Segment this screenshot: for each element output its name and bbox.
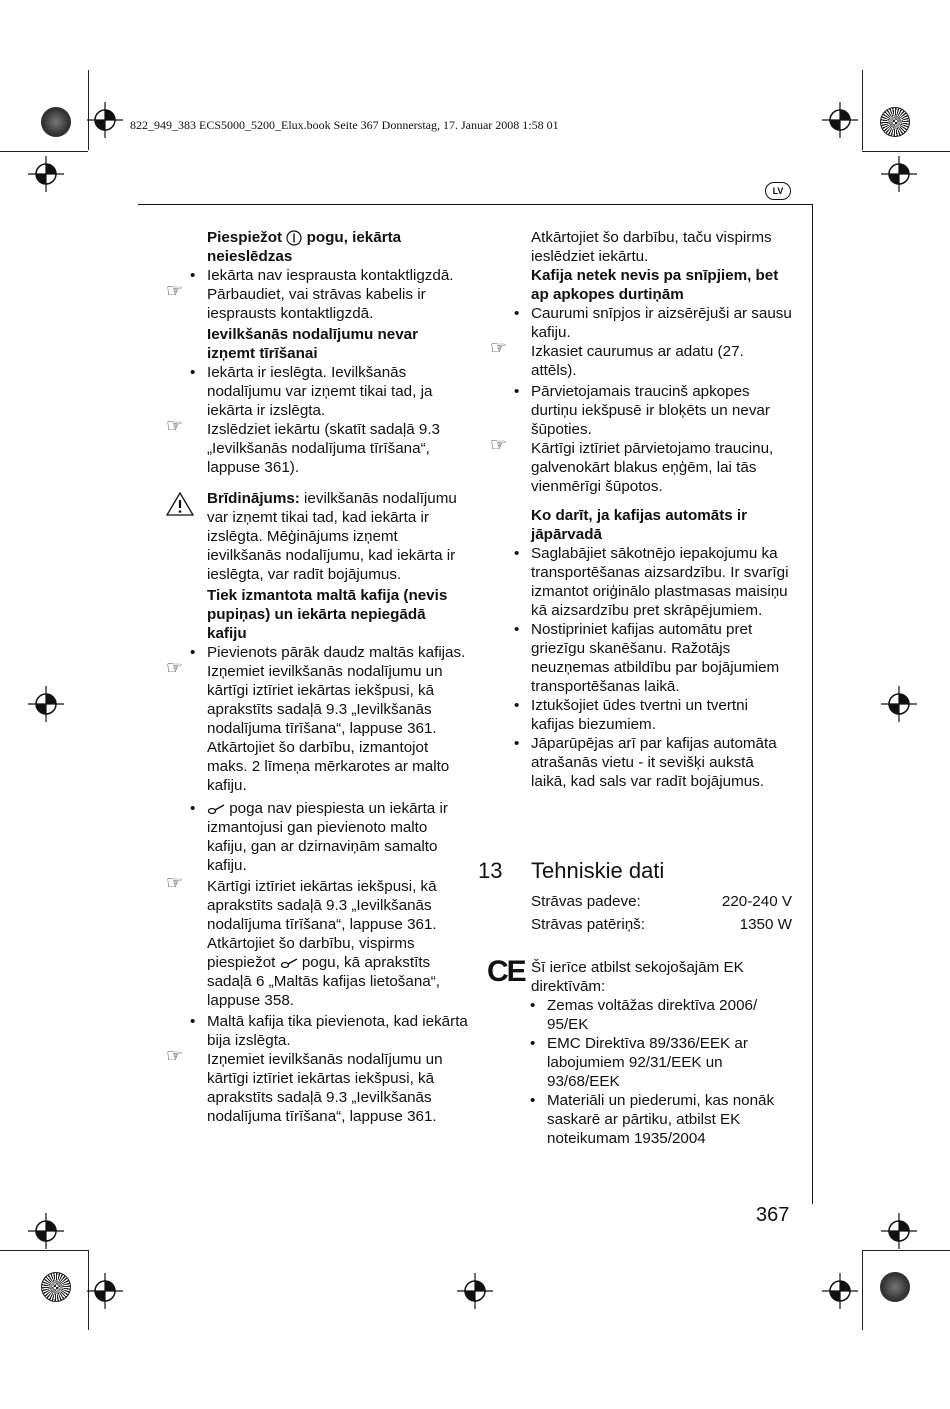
list-item: • Jāparūpējas arī par kafijas automāta atrašanās vietu - it sevišķi aukstā laikā, kad sals var radīt bojājumus. [531, 734, 793, 791]
crop-line [862, 70, 863, 150]
crop-line [862, 1250, 950, 1251]
color-disc-icon [880, 1272, 910, 1302]
registration-mark-icon [821, 1272, 859, 1310]
cause-item: • Iekārta ir ieslēgta. Ievilkšanās nodalījumu var izņemt tikai tad, ja iekārta ir izslēgta. [207, 363, 469, 420]
remedy-item: ☞ Pārbaudiet, vai strāvas kabelis ir iesprausts kontaktligzdā. [166, 281, 426, 322]
remedy-item: ☞ Izslēdziet iekārtu (skatīt sadaļā 9.3 „Ievilkšanās nodalījuma tīrīšana“, lappuse 361). [166, 416, 440, 476]
heading-drawer: Ievilkšanās nodalījumu nevar izņemt tīrīšanai [207, 326, 419, 362]
cause-item: • poga nav piespiesta un iekārta ir izmantojusi gan pievienoto malto kafiju, gan ar dzirnaviņām samalto kafiju. [207, 799, 469, 875]
file-info-line: 822_949_383 ECS5000_5200_Elux.book Seite 367 Donnerstag, 17. Januar 2008 1:58 01 [130, 118, 559, 132]
pointing-hand-icon: ☞ [490, 338, 508, 359]
registration-mark-icon [456, 1272, 494, 1310]
list-item: • Saglabājiet sākotnējo iepakojumu ka transportēšanas aizsardzību. Ir svarīgi izmantot oriģinālo plastmasas maisiņu kā aizsardzību pret skrāpējumiem. [531, 544, 793, 620]
crop-line [862, 151, 950, 152]
remedy-item: ☞ Kārtīgi iztīriet pārvietojamo traucinu, galvenokārt blakus eņģēm, lai tās vienmērīgi šūpotos. [490, 435, 774, 495]
cause-item: • Iekārta nav iesprausta kontaktligzdā. [207, 266, 469, 285]
star-target-icon [41, 1272, 71, 1302]
registration-mark-icon [880, 155, 918, 193]
directive-item: • EMC Direktīva 89/336/EEK ar labojumiem 92/31/EEK un 93/68/EEK [547, 1034, 793, 1091]
cause-item: • Caurumi snīpjos ir aizsērējuši ar sausu kafiju. [531, 304, 793, 342]
registration-mark-icon [821, 101, 859, 139]
directive-item: • Zemas voltāžas direktīva 2006/ 95/EK [547, 996, 793, 1034]
remedy-item: ☞ Kārtīgi iztīriet iekārtas iekšpusi, kā aprakstīts sadaļā 9.3 „Ievilkšanās nodalījuma tīrīšana“, lappuse 361. Atkārtojiet šo darbību, vispirms piespiežot pogu, kā aprakstīts sadaļā 6 „Maltās kafijas lietošana“, lappuse 358. [166, 873, 440, 1009]
remedy-item: ☞ Izņemiet ievilkšanās nodalījumu un kārtīgi iztīriet iekārtas iekšpusi, kā aprakstīts sadaļā 9.3 „Ievilkšanās nodalījuma tīrīšana“, lappuse 361. Atkārtojiet šo darbību, izmantojot maks. 2 līmeņa mērkarotes ar malto kafiju. [166, 658, 450, 794]
spec-value: 220-240 V [721, 893, 792, 910]
cause-item: • Pievienots pārāk daudz maltās kafijas. [207, 643, 469, 662]
heading-power-button: Piespiežot pogu, iekārta neieslēdzas [207, 229, 402, 265]
pointing-hand-icon: ☞ [490, 435, 508, 456]
registration-mark-icon [880, 1212, 918, 1250]
top-rule [138, 204, 813, 205]
language-badge: LV [765, 182, 791, 200]
cause-item: • Pārvietojamais traucinš apkopes durtiņu iekšpusē ir bloķēts un nevar šūpoties. [531, 382, 793, 439]
ground-coffee-spoon-icon [280, 957, 298, 969]
registration-mark-icon [27, 1212, 65, 1250]
crop-line [862, 1250, 863, 1330]
list-item: • Iztukšojiet ūdes tvertni un tvertni kafijas biezumiem. [531, 696, 793, 734]
pointing-hand-icon: ☞ [166, 658, 184, 679]
directive-item: • Materiāli un piederumi, kas nonāk saskarē ar pārtiku, atbilst EK noteikumam 1935/2004 [547, 1091, 793, 1148]
right-column [490, 228, 793, 791]
star-target-icon [880, 107, 910, 137]
heading-coffee-leak: Kafija netek nevis pa snīpjiem, bet ap apkopes durtiņām [531, 267, 779, 303]
ce-mark: CE [487, 955, 525, 988]
registration-mark-icon [27, 685, 65, 723]
power-button-icon [286, 230, 302, 246]
color-disc-icon [41, 107, 71, 137]
ground-coffee-spoon-icon [207, 803, 225, 815]
section-title: Tehniskie dati [531, 858, 665, 883]
warning-triangle-icon [166, 492, 194, 516]
pointing-hand-icon: ☞ [166, 873, 184, 894]
crop-line [0, 151, 88, 152]
registration-mark-icon [86, 1272, 124, 1310]
continuation-text: Atkārtojiet šo darbību, taču vispirms ieslēdziet iekārtu. [531, 229, 772, 265]
pointing-hand-icon: ☞ [166, 1046, 184, 1067]
left-column [166, 228, 469, 1128]
list-item: • Nostipriniet kafijas automātu pret griezīgu skanēšanu. Ražotājs neuzņemas atbildību par bojājumiem transportēšanas laikā. [531, 620, 793, 696]
spec-label: Strāvas padeve: [531, 893, 641, 910]
cause-item: • Maltā kafija tika pievienota, kad iekārta bija izslēgta. [207, 1012, 469, 1050]
spec-row [531, 916, 792, 933]
warning-note: Brīdinājums: ievilkšanās nodalījumu var izņemt tikai tad, kad iekārta ir izslēgta. Mēģinājums izņemt ievilkšanās nodalījumu, kad iekārta ir ieslēgta, var radīt bojājumus. [207, 489, 469, 584]
ce-intro-text: Šī ierīce atbilst sekojošajām EK direktīvām: [531, 959, 744, 995]
registration-mark-icon [27, 155, 65, 193]
ce-directives [531, 958, 793, 1148]
section-number: 13 [478, 858, 503, 883]
heading-transport: Ko darīt, ja kafijas automāts ir jāpārvadā [531, 507, 748, 543]
registration-mark-icon [880, 685, 918, 723]
page-number: 367 [756, 1204, 790, 1226]
registration-mark-icon [86, 101, 124, 139]
spec-row [531, 893, 792, 910]
pointing-hand-icon: ☞ [166, 281, 184, 302]
spec-value: 1350 W [739, 916, 792, 933]
pointing-hand-icon: ☞ [166, 416, 184, 437]
remedy-item: ☞ Izņemiet ievilkšanās nodalījumu un kārtīgi iztīriet iekārtas iekšpusi, kā aprakstīts sadaļā 9.3 „Ievilkšanās nodalījuma tīrīšana“, lappuse 361. [166, 1046, 443, 1125]
crop-line [0, 1250, 88, 1251]
spec-label: Strāvas patēriņš: [531, 916, 645, 933]
right-rule [812, 204, 813, 1204]
heading-ground-coffee: Tiek izmantota maltā kafija (nevis pupiņas) un iekārta nepiegādā kafiju [207, 587, 448, 642]
remedy-item: ☞ Izkasiet caurumus ar adatu (27. attēls). [490, 338, 744, 379]
